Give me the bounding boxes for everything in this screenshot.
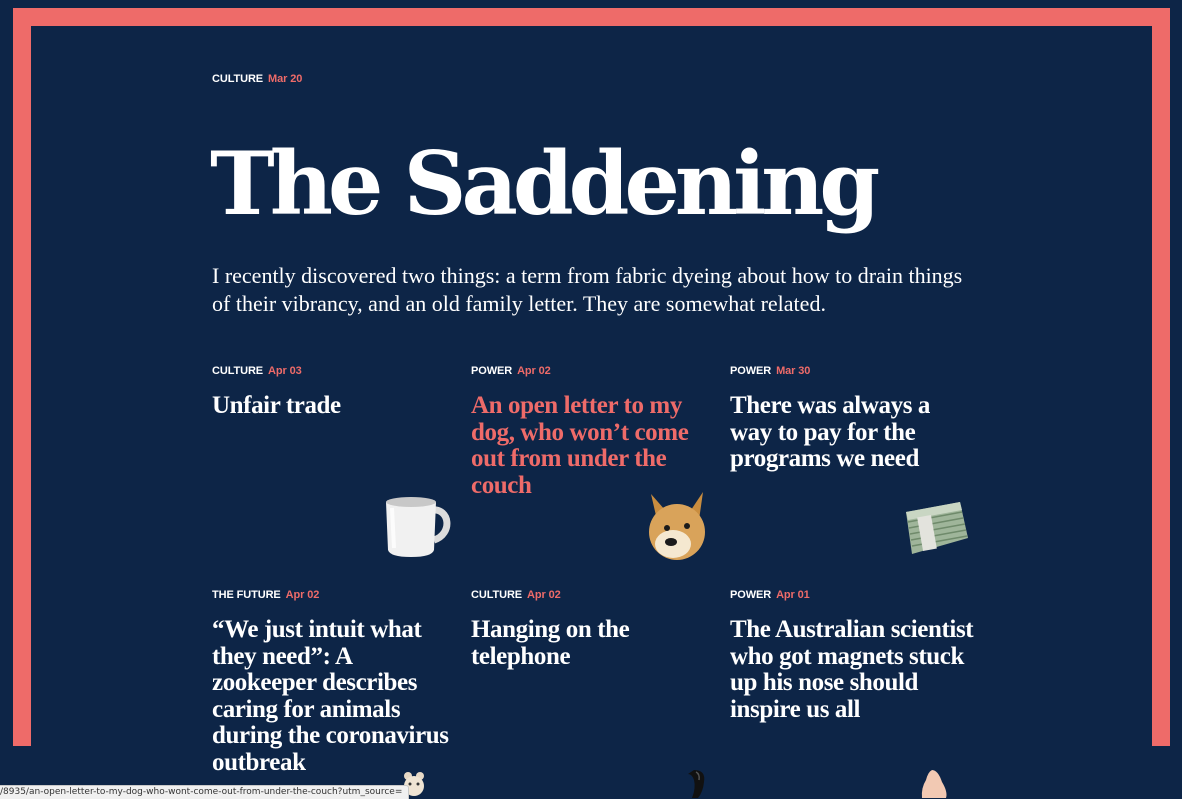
nose-icon: [918, 770, 952, 798]
feature-deck: I recently discovered two things: a term from fabric dyeing about how to drain things of their vibrancy, and an old family letter. They are somewhat related.: [212, 263, 963, 316]
feature-kicker: [212, 73, 302, 85]
story-kicker: [471, 365, 716, 377]
story-title[interactable]: The Australian scientist who got magnets stuck up his nose should inspire us all: [730, 616, 974, 723]
story-date: Apr 03: [268, 365, 302, 377]
story-date: Apr 02: [285, 589, 320, 601]
story-card[interactable]: [471, 589, 716, 670]
story-date: Apr 02: [527, 589, 561, 601]
story-title[interactable]: Hanging on the telephone: [471, 616, 630, 670]
story-date: Mar 30: [776, 365, 811, 377]
story-kicker: [212, 365, 457, 377]
story-card[interactable]: [212, 589, 457, 776]
story-title[interactable]: There was always a way to pay for the programs we need: [730, 392, 930, 472]
feature-title[interactable]: The Saddening: [210, 132, 876, 235]
story-category[interactable]: POWER: [730, 589, 772, 601]
story-kicker: [471, 589, 716, 601]
frame-right-border: [1152, 8, 1170, 746]
story-card[interactable]: [730, 589, 975, 723]
story-date: Apr 01: [776, 589, 810, 601]
story-title-hovered[interactable]: An open letter to my dog, who won’t come out from under the couch: [471, 392, 689, 499]
feature-category[interactable]: CULTURE: [212, 73, 264, 85]
story-category[interactable]: POWER: [471, 365, 513, 377]
story-date: Apr 02: [517, 365, 551, 377]
story-category[interactable]: POWER: [730, 365, 772, 377]
story-title[interactable]: “We just intuit what they need”: A zookeeper describes caring for animals during the coronavirus outbreak: [212, 616, 449, 776]
doge-icon: [645, 490, 709, 564]
story-card[interactable]: [471, 365, 716, 499]
money-stack-icon: [902, 498, 970, 560]
frame-left-border: [13, 8, 31, 746]
story-category[interactable]: CULTURE: [212, 365, 264, 377]
feature-date: Mar 20: [268, 73, 303, 85]
story-category[interactable]: THE FUTURE: [212, 589, 281, 601]
story-category[interactable]: CULTURE: [471, 589, 523, 601]
story-card[interactable]: [212, 365, 457, 420]
telephone-icon: [682, 768, 712, 798]
mug-icon: [382, 494, 454, 560]
story-kicker: [730, 365, 975, 377]
story-kicker: [212, 589, 457, 601]
status-bar-url: /8935/an-open-letter-to-my-dog-who-wont-come-out-from-under-the-couch?utm_source=: [0, 785, 409, 799]
story-kicker: [730, 589, 975, 601]
frame-top-border: [13, 8, 1170, 26]
story-card[interactable]: [730, 365, 975, 473]
story-title[interactable]: Unfair trade: [212, 392, 341, 419]
